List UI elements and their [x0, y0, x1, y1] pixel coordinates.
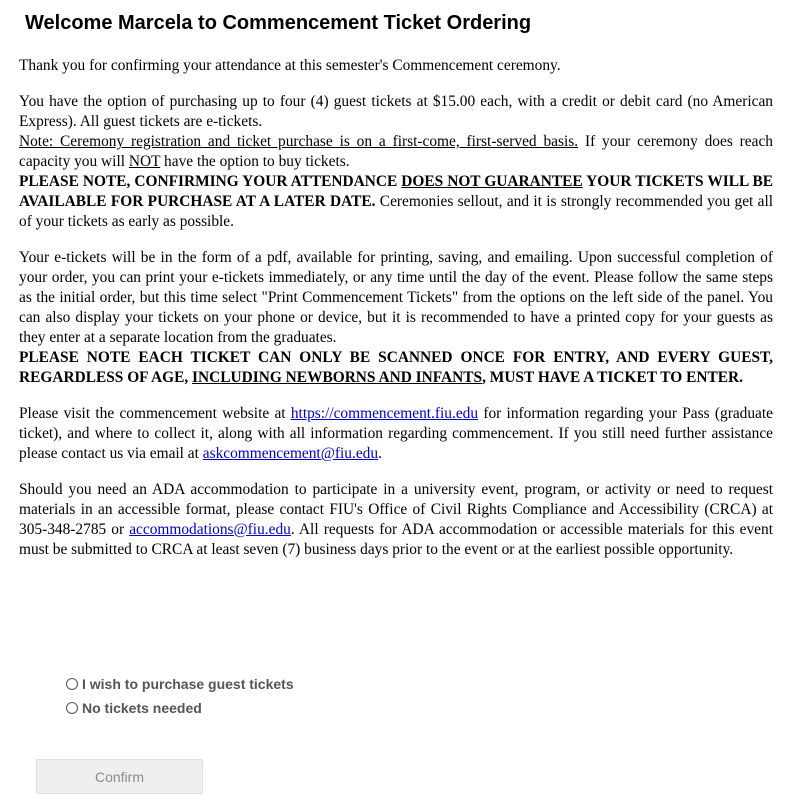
guest-ticket-info: You have the option of purchasing up to four (4) guest tickets at $15.00 each, with a credit or debit card (no American Express). All guest tickets are e-tickets.: [19, 93, 773, 130]
no-tickets-option[interactable]: [66, 696, 294, 720]
not-emphasis: NOT: [128, 153, 161, 170]
ticket-options: [66, 672, 294, 720]
purchase-guest-tickets-option[interactable]: [66, 672, 294, 696]
scan-warning: PLEASE NOTE EACH TICKET CAN ONLY BE SCANNED ONCE FOR ENTRY, AND EVERY GUEST, REGARDLESS OF AGE, INCLUDING NEWBORNS AND INFANTS, MUST HAVE A TICKET TO ENTER.: [19, 349, 773, 386]
purchase-radio-button[interactable]: [66, 678, 78, 690]
no-tickets-radio-button[interactable]: [66, 702, 78, 714]
no-guarantee-emphasis: DOES NOT GUARANTEE: [401, 173, 583, 190]
page-title: Welcome Marcela to Commencement Ticket Ordering: [25, 12, 532, 34]
newborns-emphasis: INCLUDING NEWBORNS AND INFANTS: [192, 369, 483, 386]
capacity-note-a: If your ceremony does reach capacity you will: [19, 133, 773, 170]
website-paragraph: Please visit the commencement website at https://commencement.fiu.edu for information regarding your Pass (graduate ticket), and where to collect it, along with all information regarding commencement. If you still need further assistance please contact us via email at askcommencement@fiu.edu.: [19, 405, 773, 462]
commencement-website-link[interactable]: https://commencement.fiu.edu: [290, 405, 479, 422]
first-come-note: Note: Ceremony registration and ticket purchase is on a first-come, first-served basis.: [19, 133, 579, 150]
capacity-note-b: have the option to buy tickets.: [160, 153, 350, 170]
no-tickets-option-label: No tickets needed: [82, 700, 202, 716]
eticket-paragraph: [19, 248, 773, 388]
ada-paragraph: Should you need an ADA accommodation to participate in a university event, program, or activity or need to request materials in an accessible format, please contact FIU's Office of Civil Rights Compliance and Accessibility (CRCA) at 305-348-2785 or accommodations@fiu.edu. All requests for ADA accommodation or accessible materials for this event must be submitted to CRCA at least seven (7) business days prior to the event or at the earliest possible opportunity.: [19, 481, 773, 558]
sellout-note: Ceremonies sellout, and it is strongly recommended you get all of your tickets as early as possible.: [19, 193, 774, 230]
askcommencement-email-link[interactable]: askcommencement@fiu.edu: [202, 445, 379, 462]
purchase-option-label: I wish to purchase guest tickets: [82, 676, 294, 692]
eticket-info: Your e-tickets will be in the form of a pdf, available for printing, saving, and emailing. Upon successful completion of your order, you can print your e-tickets immediately, or any time until the day of the event. Please follow the same steps as the initial order, but this time select "Print Commencement Tickets" from the options on the left side of the panel. You can also display your tickets on your phone or device, but it is recommended to have a printed copy for your guests as they enter at a separate location from the graduates.: [19, 249, 773, 346]
accommodations-email-link[interactable]: accommodations@fiu.edu: [129, 521, 291, 538]
guest-ticket-paragraph: [19, 92, 773, 232]
confirm-button[interactable]: Confirm: [36, 759, 203, 794]
attendance-warning: PLEASE NOTE, CONFIRMING YOUR ATTENDANCE DOES NOT GUARANTEE YOUR TICKETS WILL BE AVAILABLE FOR PURCHASE AT A LATER DATE.: [19, 173, 773, 210]
instructions: [19, 56, 773, 576]
intro-paragraph: Thank you for confirming your attendance at this semester's Commencement ceremony.: [19, 57, 561, 74]
